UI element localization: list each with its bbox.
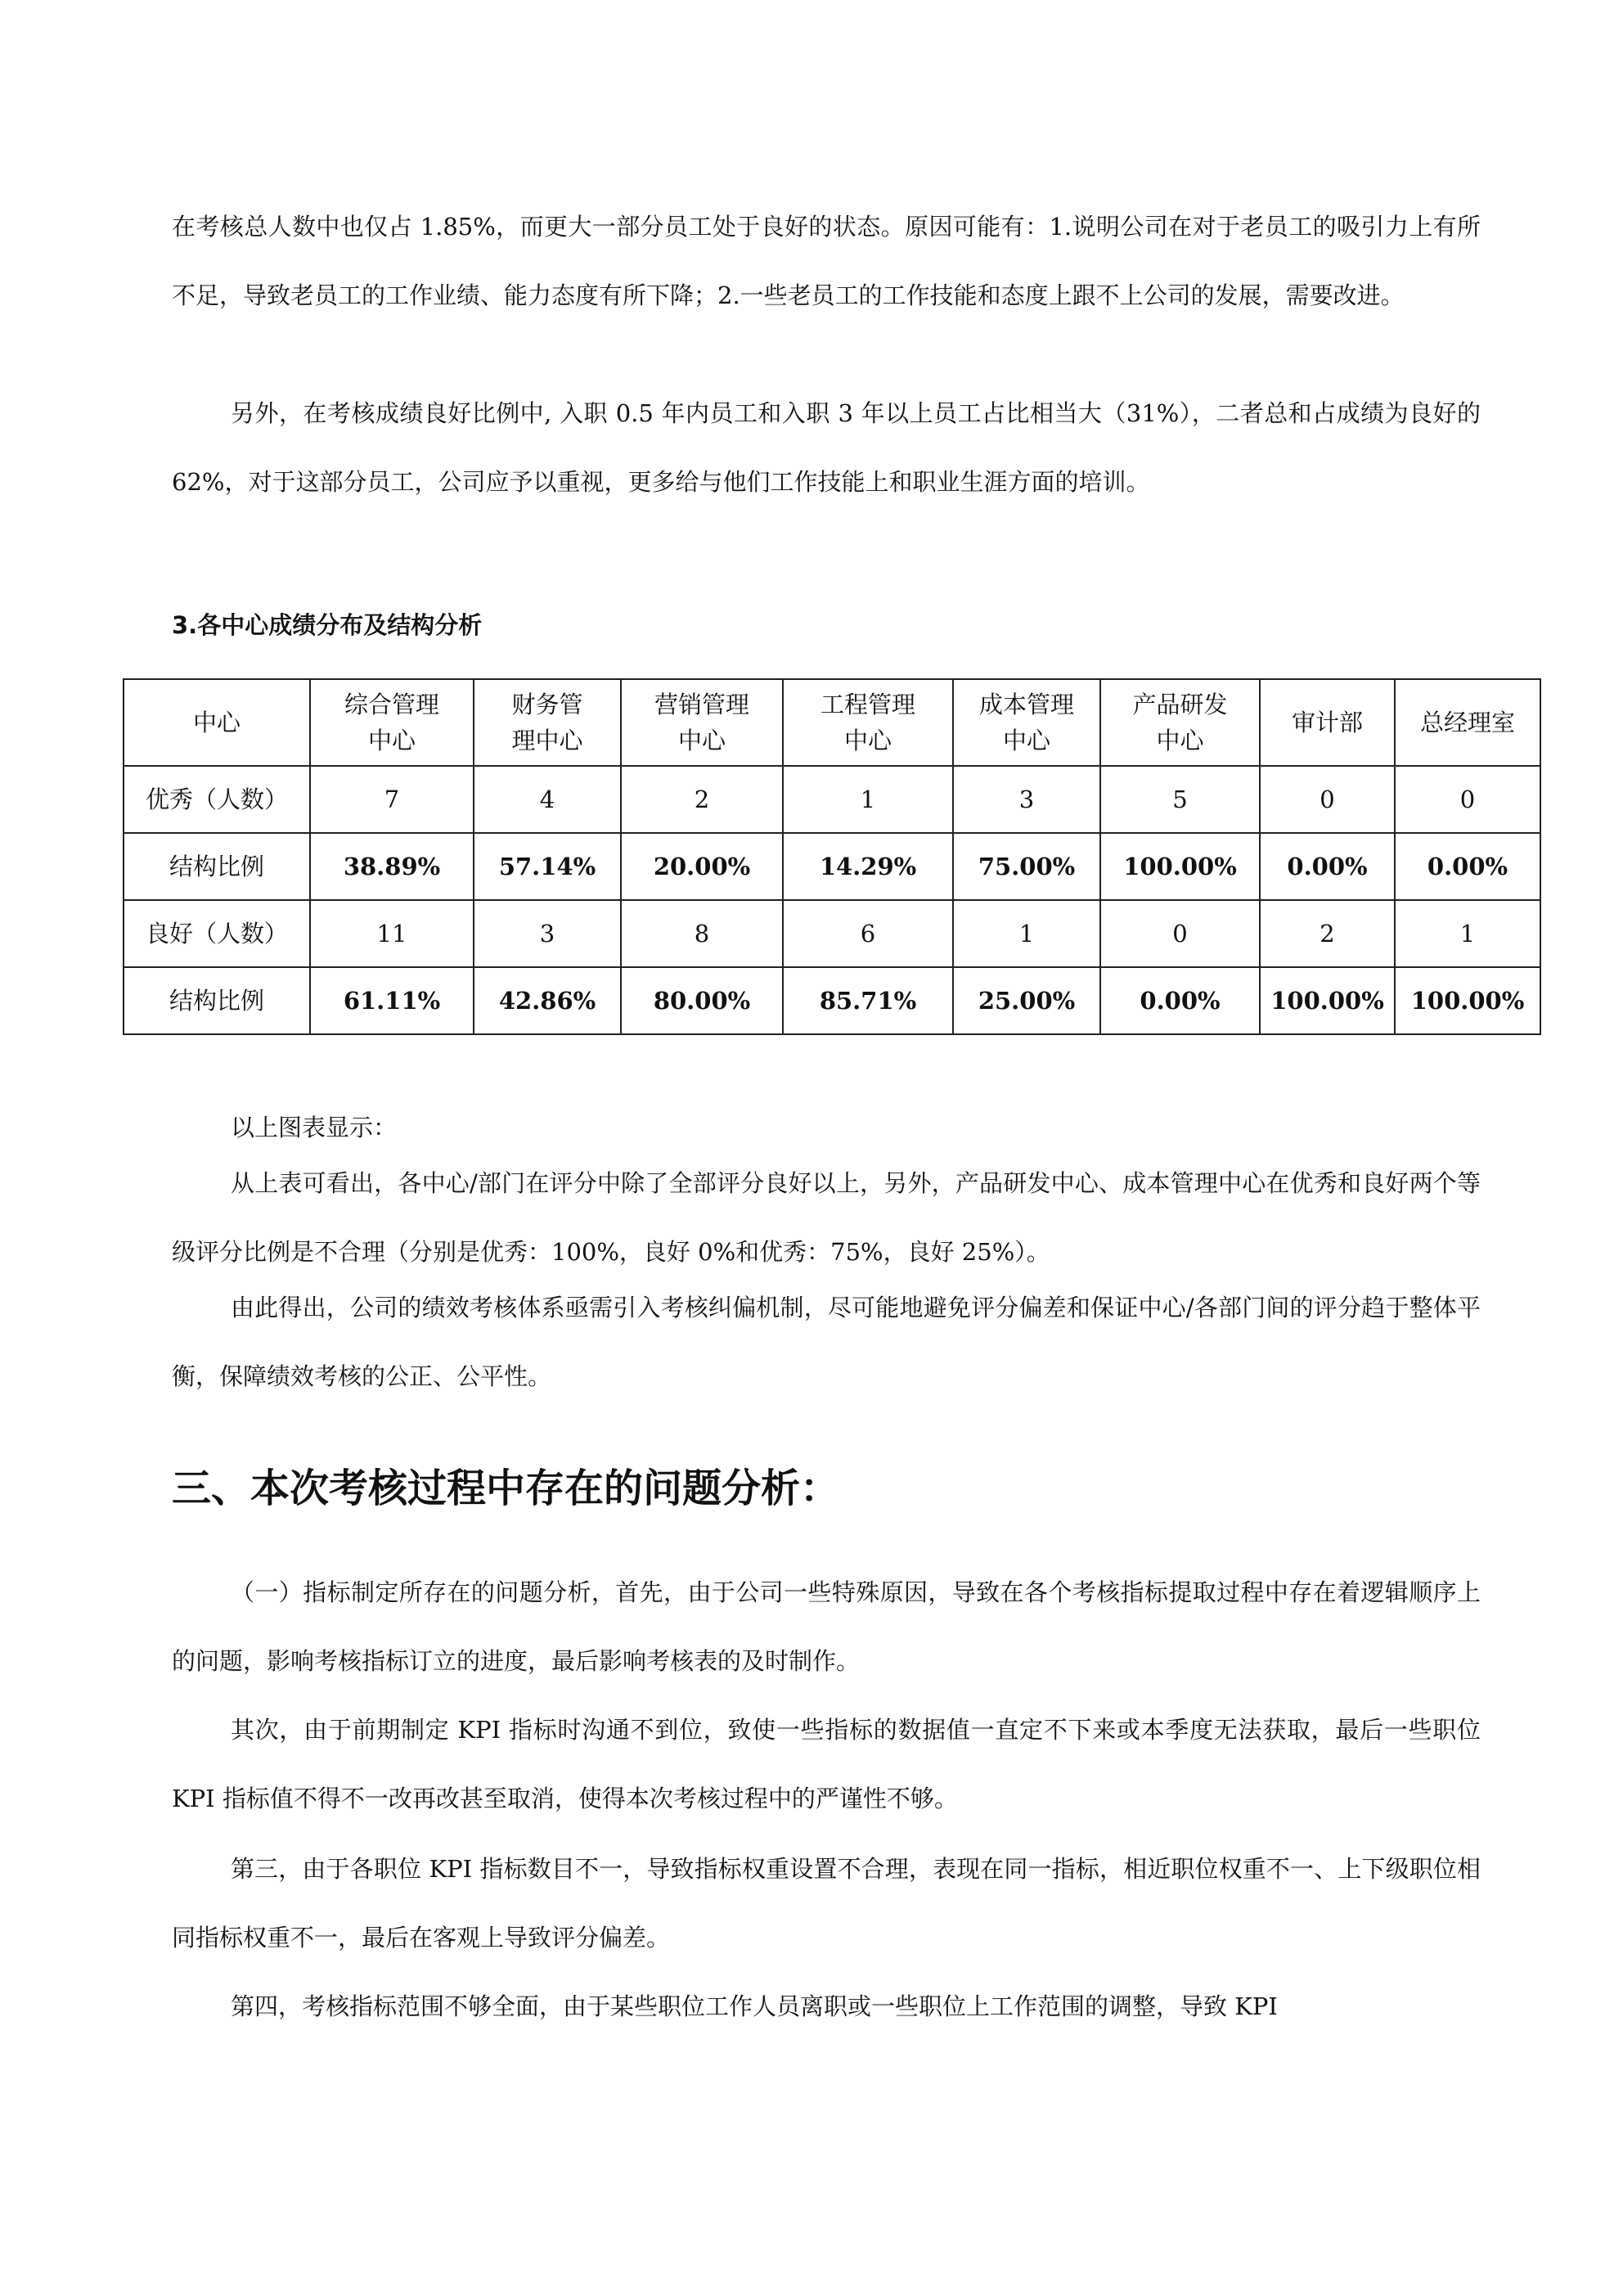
table-cell: 85.71% [783,967,953,1034]
table-cell: 100.00% [1395,967,1540,1034]
paragraph-problem-3: 第三，由于各职位 KPI 指标数目不一，导致指标权重设置不合理，表现在同一指标，相近职位权重不一、上下级职位相同指标权重不一，最后在客观上导致评分偏差。 [172,1855,1481,1952]
table-cell: 11 [310,900,474,967]
table-header-line: 综合管理 [344,691,439,718]
center-score-table [123,678,1541,1035]
table-cell: 8 [621,900,783,967]
table-cell: 0.00% [1100,967,1260,1034]
table-row-label: 优秀（人数） [124,766,310,833]
table-header-line: 中心 [1002,727,1050,754]
table-header-line: 成本管理 [978,691,1074,718]
table-cell: 100.00% [1100,833,1260,900]
table-cell: 7 [310,766,474,833]
table-cell: 3 [953,766,1100,833]
table-cell: 6 [783,900,953,967]
table-row [124,900,1540,967]
table-cell: 20.00% [621,833,783,900]
paragraph-table-findings: 从上表可看出，各中心/部门在评分中除了全部评分良好以上，另外，产品研发中心、成本管理中心在优秀和良好两个等级评分比例是不合理（分别是优秀：100%，良好 0%和优秀：75%，良好 25%）。 [172,1169,1481,1266]
table-header-line: 营销管理 [654,691,749,718]
table-cell: 38.89% [310,833,474,900]
table-header-line: 总经理室 [1419,709,1515,736]
table-header-line: 产品研发 [1132,691,1228,718]
table-header-line: 中心 [677,727,726,754]
table-header-line: 审计部 [1291,709,1363,736]
table-header-cell [310,679,474,766]
table-header-line: 工程管理 [820,691,915,718]
table-header-cell [953,679,1100,766]
table-cell: 61.11% [310,967,474,1034]
paragraph-old-staff-reasons: 在考核总人数中也仅占 1.85%，而更大一部分员工处于良好的状态。原因可能有：1.说明公司在对于老员工的吸引力上有所不足，导致老员工的工作业绩、能力态度有所下降；2.一些老员工的工作技能和态度上跟不上公司的发展，需要改进。 [172,213,1481,309]
table-row [124,766,1540,833]
table-cell: 14.29% [783,833,953,900]
table-cell: 4 [474,766,621,833]
table-cell: 1 [1395,900,1540,967]
table-cell: 80.00% [621,967,783,1034]
table-cell: 1 [953,900,1100,967]
table-cell: 3 [474,900,621,967]
paragraph-conclusion: 由此得出，公司的绩效考核体系亟需引入考核纠偏机制，尽可能地避免评分偏差和保证中心/各部门间的评分趋于整体平衡，保障绩效考核的公正、公平性。 [172,1294,1481,1390]
table-cell: 2 [1260,900,1395,967]
table-cell: 100.00% [1260,967,1395,1034]
table-row-label: 结构比例 [124,833,310,900]
paragraph-problem-2: 其次，由于前期制定 KPI 指标时沟通不到位，致使一些指标的数据值一直定不下来或本季度无法获取，最后一些职位 KPI 指标值不得不一改再改甚至取消，使得本次考核过程中的严谨性不够。 [172,1716,1481,1812]
table-header-line: 中心 [367,727,416,754]
table-header-line: 中心 [1156,727,1204,754]
table-header-cell [1395,679,1540,766]
paragraph-problem-4: 第四，考核指标范围不够全面，由于某些职位工作人员离职或一些职位上工作范围的调整，导致 KPI [231,1992,1278,2020]
table-cell: 42.86% [474,967,621,1034]
table-cell: 75.00% [953,833,1100,900]
table-cell: 5 [1100,766,1260,833]
table-cell: 0 [1260,766,1395,833]
paragraph-problem-1: （一）指标制定所存在的问题分析，首先，由于公司一些特殊原因，导致在各个考核指标提取过程中存在着逻辑顺序上的问题，影响考核指标订立的进度，最后影响考核表的及时制作。 [172,1578,1481,1675]
table-header-cell [1100,679,1260,766]
table-row [124,967,1540,1034]
table-header-line: 中心 [843,727,892,754]
table-cell: 0.00% [1260,833,1395,900]
table-row-label: 结构比例 [124,967,310,1034]
table-cell: 0 [1395,766,1540,833]
table-header-cell [1260,679,1395,766]
table-cell: 0.00% [1395,833,1540,900]
table-header-cell [621,679,783,766]
table-header-center: 中心 [124,679,310,766]
table-header-line: 财务管 [511,691,583,718]
paragraph-chart-shows: 以上图表显示： [231,1114,398,1141]
table-cell: 25.00% [953,967,1100,1034]
table-cell: 2 [621,766,783,833]
table-header-line: 理中心 [511,727,583,754]
section-title: 3.各中心成绩分布及结构分析 [172,611,483,639]
table-row-label: 良好（人数） [124,900,310,967]
table-cell: 0 [1100,900,1260,967]
paragraph-good-ratio: 另外，在考核成绩良好比例中, 入职 0.5 年内员工和入职 3 年以上员工占比相当大（31%），二者总和占成绩为良好的 62%，对于这部分员工，公司应予以重视，更多给与他们工作技能上和职业生涯方面的培训。 [172,399,1481,496]
chapter-title: 三、本次考核过程中存在的问题分析： [172,1465,840,1511]
table-cell: 57.14% [474,833,621,900]
table-header-cell [783,679,953,766]
table-header-cell [474,679,621,766]
table-row [124,833,1540,900]
table-cell: 1 [783,766,953,833]
